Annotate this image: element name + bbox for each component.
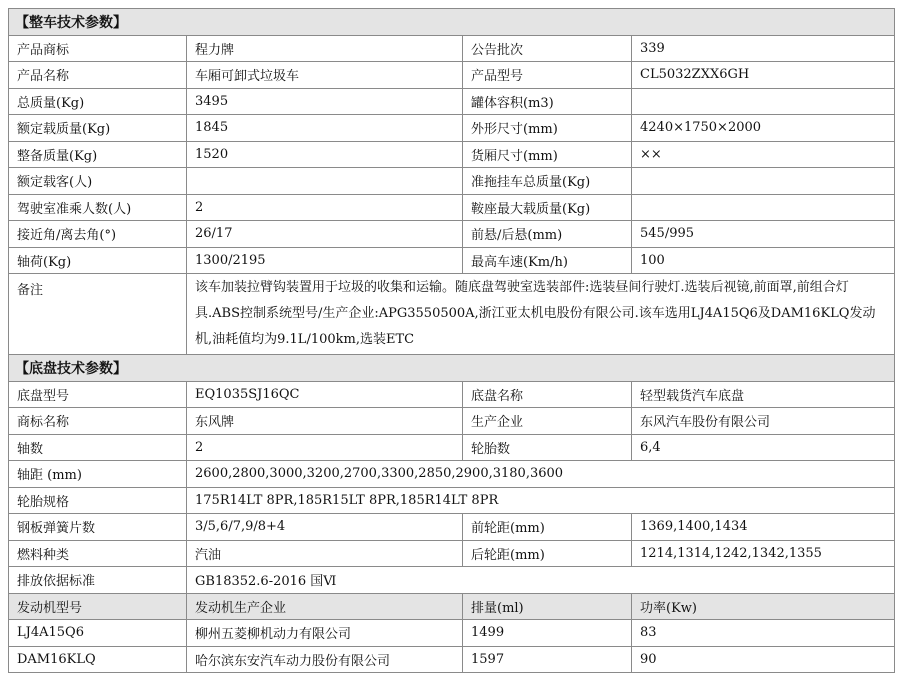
field-value: 汽油 (187, 540, 463, 567)
table-row (9, 434, 895, 461)
field-label: 燃料种类 (9, 540, 187, 567)
table-row (9, 194, 895, 221)
field-label: 轮胎数 (463, 434, 632, 461)
field-value: 1520 (187, 141, 463, 168)
field-value: 东风牌 (187, 408, 463, 435)
field-value: 轻型载货汽车底盘 (632, 381, 895, 408)
engine-model: LJ4A15Q6 (9, 620, 187, 647)
field-label: 货厢尺寸(mm) (463, 141, 632, 168)
remarks-text: 该车加装拉臂钩装置用于垃圾的收集和运输。随底盘驾驶室选装部件:选装昼间行驶灯.选装后视镜,前面罩,前组合灯具.ABS控制系统型号/生产企业:APG3550500A,浙江亚太机电股份有限公司.该车选用LJ4A15Q6及DAM16KLQ发动机,油耗值均为9.1L/100km,选装ETC (187, 274, 895, 355)
field-value: 1214,1314,1242,1342,1355 (632, 540, 895, 567)
table-row (9, 221, 895, 248)
field-label: 钢板弹簧片数 (9, 514, 187, 541)
field-label: 整备质量(Kg) (9, 141, 187, 168)
engine-header-row (9, 593, 895, 620)
engine-row (9, 646, 895, 673)
field-label: 外形尺寸(mm) (463, 115, 632, 142)
field-label: 产品型号 (463, 62, 632, 89)
table-row (9, 168, 895, 195)
field-label: 轴数 (9, 434, 187, 461)
field-label: 底盘型号 (9, 381, 187, 408)
engine-maker: 哈尔滨东安汽车动力股份有限公司 (187, 646, 463, 673)
field-value: 339 (632, 35, 895, 62)
field-label: 前轮距(mm) (463, 514, 632, 541)
field-label: 轴荷(Kg) (9, 247, 187, 274)
engine-maker: 柳州五菱柳机动力有限公司 (187, 620, 463, 647)
field-value: ×× (632, 141, 895, 168)
field-value: 100 (632, 247, 895, 274)
field-label: 鞍座最大载质量(Kg) (463, 194, 632, 221)
chassis-section-title: 【底盘技术参数】 (9, 355, 895, 382)
field-value: 4240×1750×2000 (632, 115, 895, 142)
field-value (632, 88, 895, 115)
field-label: 产品商标 (9, 35, 187, 62)
field-value: CL5032ZXX6GH (632, 62, 895, 89)
engine-power: 83 (632, 620, 895, 647)
chassis-section-header (9, 355, 895, 382)
field-value: 1300/2195 (187, 247, 463, 274)
field-label: 公告批次 (463, 35, 632, 62)
column-header: 发动机型号 (9, 593, 187, 620)
field-label: 准拖挂车总质量(Kg) (463, 168, 632, 195)
field-value (187, 168, 463, 195)
table-row (9, 62, 895, 89)
field-label: 总质量(Kg) (9, 88, 187, 115)
table-row (9, 381, 895, 408)
field-value (632, 168, 895, 195)
table-row (9, 115, 895, 142)
field-label: 底盘名称 (463, 381, 632, 408)
table-row (9, 141, 895, 168)
column-header: 发动机生产企业 (187, 593, 463, 620)
field-value (632, 194, 895, 221)
field-label: 罐体容积(m3) (463, 88, 632, 115)
field-label: 接近角/离去角(°) (9, 221, 187, 248)
spec-table (8, 8, 895, 673)
vehicle-section-header (9, 9, 895, 36)
field-value: 2 (187, 194, 463, 221)
table-row (9, 514, 895, 541)
field-label: 产品名称 (9, 62, 187, 89)
table-row (9, 88, 895, 115)
engine-row (9, 620, 895, 647)
table-row (9, 461, 895, 488)
field-label: 最高车速(Km/h) (463, 247, 632, 274)
field-value: 6,4 (632, 434, 895, 461)
field-value: 车厢可卸式垃圾车 (187, 62, 463, 89)
field-value: 3/5,6/7,9/8+4 (187, 514, 463, 541)
field-value: 3495 (187, 88, 463, 115)
remarks-row (9, 274, 895, 355)
field-label: 额定载客(人) (9, 168, 187, 195)
field-label: 驾驶室准乘人数(人) (9, 194, 187, 221)
field-value: 程力牌 (187, 35, 463, 62)
table-row (9, 567, 895, 594)
table-row (9, 247, 895, 274)
table-row (9, 35, 895, 62)
field-label: 轮胎规格 (9, 487, 187, 514)
table-row (9, 487, 895, 514)
field-value: EQ1035SJ16QC (187, 381, 463, 408)
engine-power: 90 (632, 646, 895, 673)
field-label: 排放依据标准 (9, 567, 187, 594)
field-value: 1845 (187, 115, 463, 142)
tire-spec-value: 175R14LT 8PR,185R15LT 8PR,185R14LT 8PR (187, 487, 895, 514)
table-row (9, 408, 895, 435)
engine-model: DAM16KLQ (9, 646, 187, 673)
engine-displacement: 1499 (463, 620, 632, 647)
table-row (9, 540, 895, 567)
field-value: 1369,1400,1434 (632, 514, 895, 541)
field-label: 前悬/后悬(mm) (463, 221, 632, 248)
spec-sheet (8, 8, 894, 673)
emission-standard-value: GB18352.6-2016 国Ⅵ (187, 567, 895, 594)
vehicle-section-title: 【整车技术参数】 (9, 9, 895, 36)
field-label: 生产企业 (463, 408, 632, 435)
field-value: 2 (187, 434, 463, 461)
field-value: 26/17 (187, 221, 463, 248)
column-header: 排量(ml) (463, 593, 632, 620)
field-label: 额定载质量(Kg) (9, 115, 187, 142)
field-value: 东风汽车股份有限公司 (632, 408, 895, 435)
engine-displacement: 1597 (463, 646, 632, 673)
field-value: 545/995 (632, 221, 895, 248)
field-label: 轴距 (mm) (9, 461, 187, 488)
remarks-label: 备注 (9, 274, 187, 355)
wheelbase-value: 2600,2800,3000,3200,2700,3300,2850,2900,3180,3600 (187, 461, 895, 488)
column-header: 功率(Kw) (632, 593, 895, 620)
field-label: 商标名称 (9, 408, 187, 435)
field-label: 后轮距(mm) (463, 540, 632, 567)
